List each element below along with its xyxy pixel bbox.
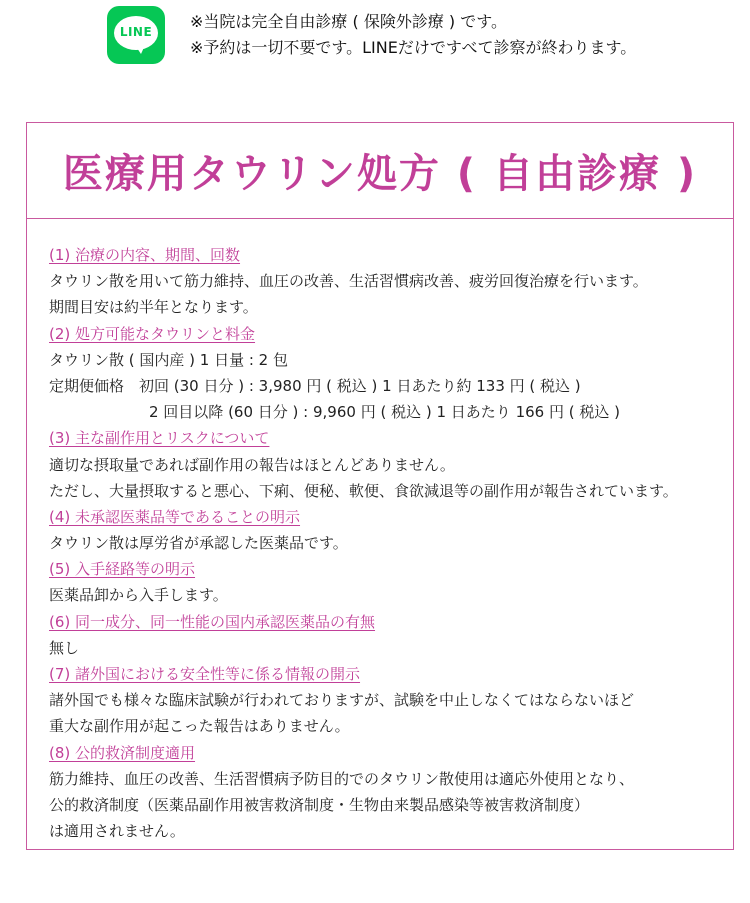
info-content xyxy=(27,219,733,844)
body-text: 適切な摂取量であれば副作用の報告はほとんどありません。 xyxy=(49,455,455,474)
section-heading: (6) 同一成分、同一性能の国内承認医薬品の有無 xyxy=(49,612,376,631)
chat-bubble-tail-icon xyxy=(135,45,145,54)
body-text: タウリン散を用いて筋力維持、血圧の改善、生活習慣病改善、疲労回復治療を行います。 xyxy=(49,272,648,291)
note-free-treatment: ※当院は完全自由診療 ( 保険外診療 ) です。 xyxy=(190,12,507,31)
body-text: は適用されません。 xyxy=(49,822,185,841)
section-heading: (1) 治療の内容、期間、回数 xyxy=(49,246,241,264)
section-heading: (8) 公的救済制度適用 xyxy=(49,743,196,762)
section-heading: (7) 諸外国における安全性等に係る情報の開示 xyxy=(49,665,361,683)
page-title: 医療用タウリン処方 ( 自由診療 ) xyxy=(62,151,698,197)
section-heading: (2) 処方可能なタウリンと料金 xyxy=(49,324,256,343)
header-notes xyxy=(190,9,636,61)
title-band xyxy=(27,123,733,219)
line-app-icon[interactable] xyxy=(107,6,165,64)
section-heading: (5) 入手経路等の明示 xyxy=(49,560,196,579)
section-heading: (4) 未承認医薬品等であることの明示 xyxy=(49,507,301,526)
body-text: タウリン散は厚労省が承認した医薬品です。 xyxy=(49,534,348,553)
body-text: タウリン散 ( 国内産 ) 1 日量 : 2 包 xyxy=(49,350,288,369)
section-heading: (3) 主な副作用とリスクについて xyxy=(49,429,270,448)
body-text: 無し xyxy=(49,638,80,657)
note-no-reservation: ※予約は一切不要です。LINEだけですべて診察が終わります。 xyxy=(190,38,637,57)
body-text: 諸外国でも様々な臨床試験が行われておりますが、試験を中止しなくてはならないほど xyxy=(49,691,635,710)
header-area xyxy=(0,0,750,122)
line-logo-text: LINE xyxy=(119,25,153,39)
body-text: 公的救済制度（医薬品副作用被害救済制度・生物由来製品感染等被害救済制度） xyxy=(49,795,590,814)
body-text: 期間目安は約半年となります。 xyxy=(49,298,258,317)
body-text: 定期便価格 初回 (30 日分 ) : 3,980 円 ( 税込 ) 1 日あたり約 133 円 ( 税込 ) xyxy=(49,376,581,395)
body-text: 重大な副作用が起こった報告はありません。 xyxy=(49,717,350,736)
treatment-info-box xyxy=(26,122,734,850)
body-text: 医薬品卸から入手します。 xyxy=(49,586,228,605)
body-text: 2 回目以降 (60 日分 ) : 9,960 円 ( 税込 ) 1 日あたり 166 円 ( 税込 ) xyxy=(149,403,620,422)
body-text: ただし、大量摂取すると悪心、下痢、便秘、軟便、食欲減退等の副作用が報告されています。 xyxy=(49,481,678,500)
body-text: 筋力維持、血圧の改善、生活習慣病予防目的でのタウリン散使用は適応外使用となり、 xyxy=(49,769,635,788)
